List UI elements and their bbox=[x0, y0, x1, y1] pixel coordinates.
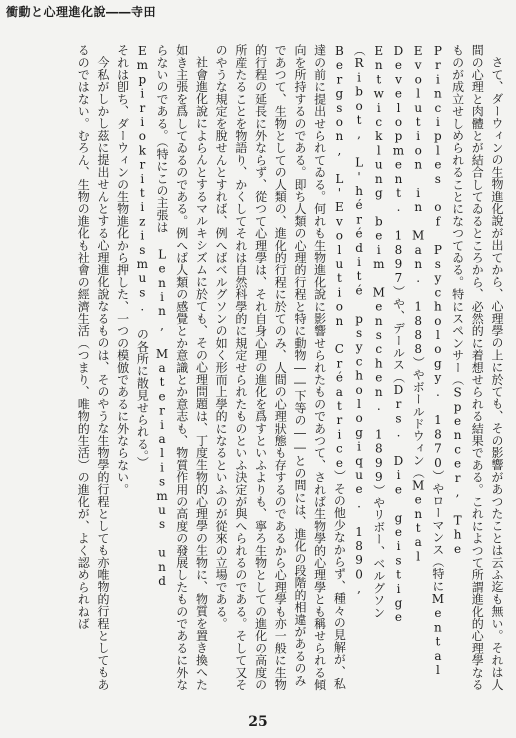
body-text bbox=[6, 44, 506, 696]
page-number: 25 bbox=[248, 714, 268, 730]
paragraph-2: 社會進化說によらんとするマルキシズムに於ても、その心理問題は、丁度生物的心理學の生物に、物質を置き換へた如き主張を爲してゐるのである。例へば人類の感覺とか意識とか意志も、物質作用の高度の發展したものであるに外ならないのである。（特にこの主張は Lenin, Materialismus und Empiriokritizismus. の各所に散見せられる。） bbox=[135, 44, 209, 691]
paragraph-3: それは卽ち、ダーウィンの生物進化から押した、一つの模倣であるに外ならない。 bbox=[115, 44, 130, 496]
paragraph-1: さて、ダーウィンの生物進化說が出てから、心理學の上に於ても、その影響があつたことは云ふ迄も無い。それは人間の心理と肉體とが結合してゐるところから、必然的に着想せられる結果である。これによつて所謂進化的心理學なるものが成立せしめられることになつてゐる。特にスペンサー（Spencer, The Principles of Psychology. 1870）やローマンス（特にMental Evolution in Man. 1888）やボールドウィン（Mental Development. 1897）や、デールス（Drs. Die geistige Entwicklung beim Menschen. 1899）やリボー、ベルグソン（Ribot, L'hérédité psychologique. 1890, Bergson, L'Evolution Créatrice）その他少なからず、種々の見解が、私達の前に提出せられてゐる。何れも生物進化說に影響せられたものであつて、されば生物學的心理學とも稱せられる傾向を所持するのである。即ち人類の心理的行程と特に動物――下等の――との間には、進化の段階的相違があるのみであつて、生物としての人類の、進化的行程に於てのみ、人間の心理狀態も存するのであるから心理學も亦一般に生物的行程の延長に外ならず、從つて心理學は、それ自身心理の進化を爲すといふよりも、寧ろ生物としての進化の高度の所産たることを物語り、かくしてそれは自然科學的に規定せられたものといふ決定が與へられるのである。そして又そのやうな規定を脫せんとすれば、例へばベルグソンの如く形而上學的になるといふのが從來の立場である。 bbox=[214, 44, 504, 691]
running-header: 衝動と心理進化說――寺田 bbox=[6, 5, 157, 19]
paragraph-4: 今私がしかし茲に提出せんとする心理進化說なるものは、そのやうな生物學的行程としても亦唯物的行程としてもあるのではない。むろん、生物の進化も社會の經濟生活（つまり、唯物的生活）の進化が、よく認められねば bbox=[76, 44, 110, 691]
